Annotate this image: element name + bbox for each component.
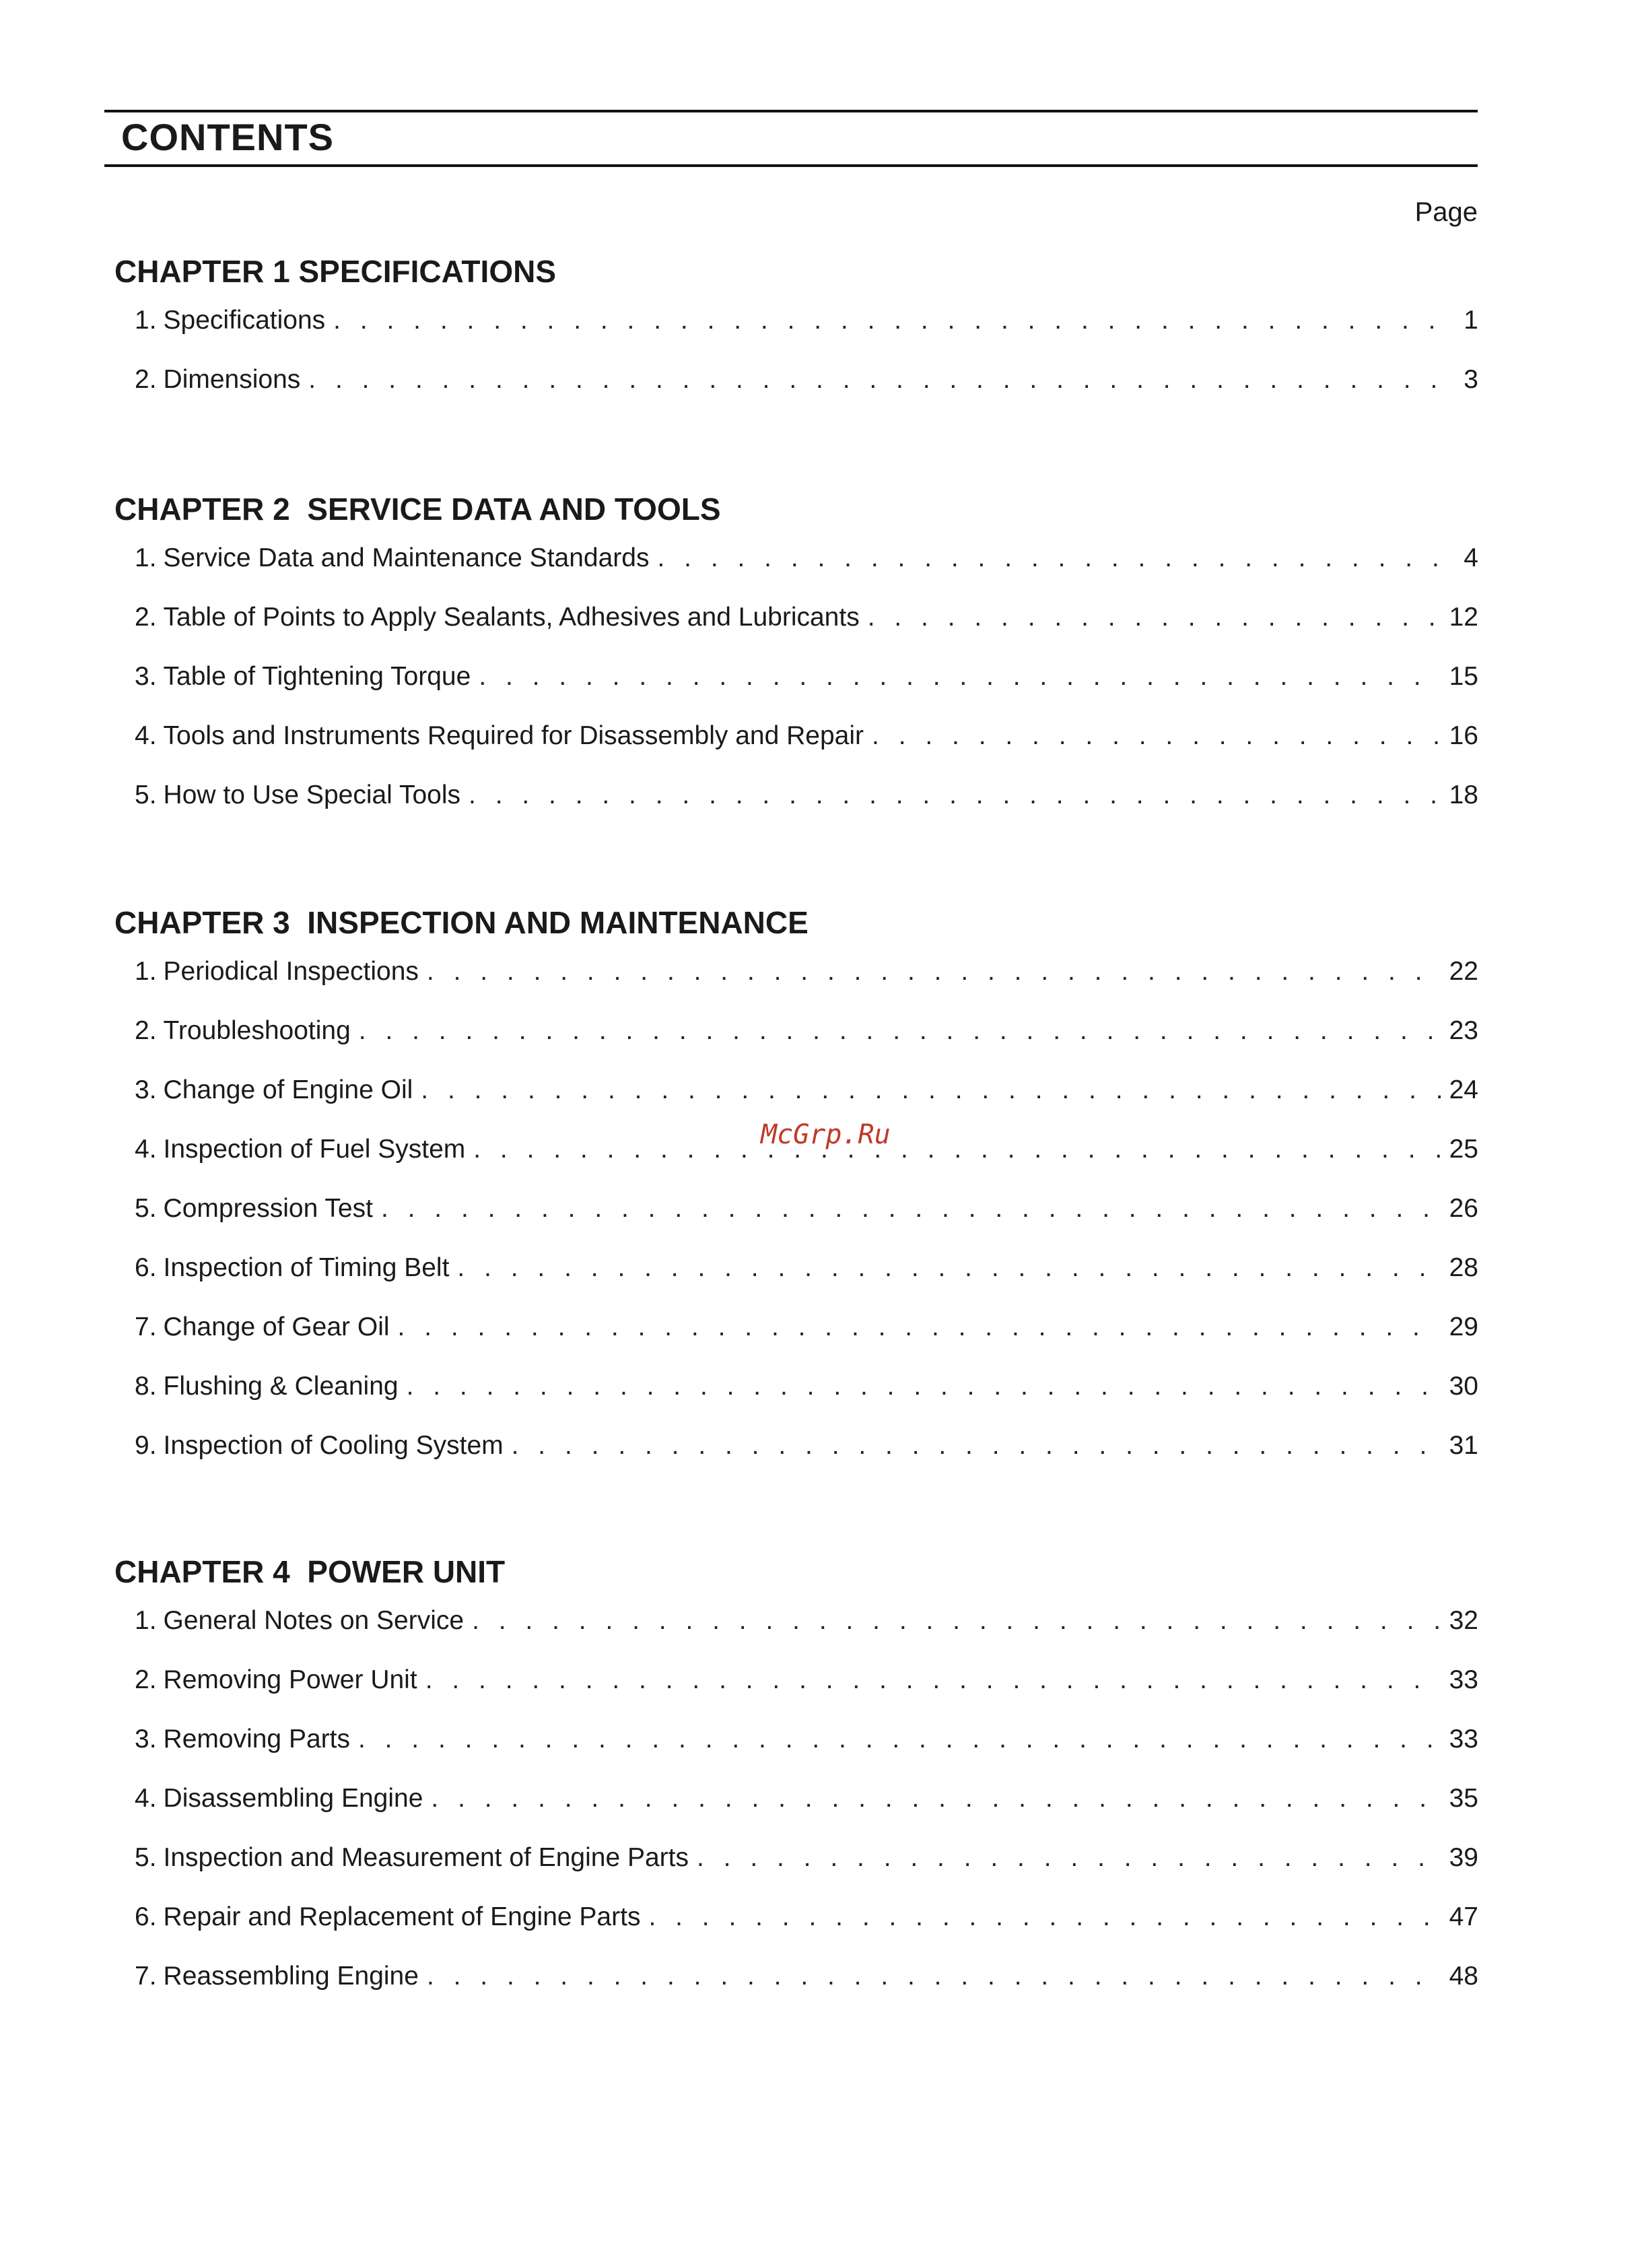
toc-entry[interactable] bbox=[135, 366, 1478, 426]
toc-entry-title: Troubleshooting bbox=[163, 1016, 351, 1045]
chapter-heading: CHAPTER 1 SPECIFICATIONS bbox=[114, 254, 556, 289]
toc-entry-page: 22 bbox=[1449, 957, 1478, 986]
toc-entry-number: 1. bbox=[135, 543, 157, 572]
toc-entry[interactable] bbox=[135, 1432, 1478, 1492]
chapter-3-section bbox=[114, 907, 1478, 1492]
toc-entry-title: Removing Power Unit bbox=[163, 1665, 417, 1694]
toc-list bbox=[114, 958, 1478, 1492]
toc-entry-page: 4 bbox=[1464, 543, 1478, 572]
toc-entry-number: 7. bbox=[135, 1962, 157, 1991]
dot-leader bbox=[469, 782, 1441, 808]
toc-entry-number: 3. bbox=[135, 1725, 157, 1754]
dot-leader bbox=[868, 604, 1441, 630]
toc-entry[interactable] bbox=[135, 1667, 1478, 1726]
top-rule bbox=[104, 110, 1478, 112]
dot-leader bbox=[512, 1432, 1441, 1459]
toc-entry[interactable] bbox=[135, 1195, 1478, 1255]
toc-entry-page: 15 bbox=[1449, 662, 1478, 691]
toc-entry-page: 23 bbox=[1449, 1016, 1478, 1045]
toc-entry-title: Inspection of Timing Belt bbox=[163, 1253, 450, 1282]
toc-entry[interactable] bbox=[135, 723, 1478, 782]
toc-entry-title: Inspection of Cooling System bbox=[163, 1431, 504, 1460]
toc-entry-title: Compression Test bbox=[163, 1194, 373, 1223]
toc-entry-page: 48 bbox=[1449, 1962, 1478, 1991]
toc-entry-title: Reassembling Engine bbox=[163, 1962, 419, 1991]
toc-entry-number: 8. bbox=[135, 1372, 157, 1401]
toc-entry-title: Disassembling Engine bbox=[163, 1784, 423, 1813]
toc-entry-page: 35 bbox=[1449, 1784, 1478, 1813]
toc-entry-title: Change of Engine Oil bbox=[163, 1075, 413, 1104]
dot-leader bbox=[697, 1844, 1441, 1871]
toc-entry-page: 31 bbox=[1449, 1431, 1478, 1460]
toc-entry-number: 6. bbox=[135, 1902, 157, 1931]
dot-leader bbox=[427, 1963, 1441, 1989]
toc-entry-number: 2. bbox=[135, 365, 157, 394]
toc-entry-page: 18 bbox=[1449, 780, 1478, 809]
toc-entry-title: Service Data and Maintenance Standards bbox=[163, 543, 650, 572]
chapter-heading: CHAPTER 4 POWER UNIT bbox=[114, 1554, 506, 1589]
toc-entry-page: 25 bbox=[1449, 1135, 1478, 1164]
toc-entry-title: Table of Tightening Torque bbox=[163, 662, 471, 691]
toc-entry-page: 12 bbox=[1449, 603, 1478, 632]
toc-entry[interactable] bbox=[135, 1844, 1478, 1904]
toc-entry-number: 2. bbox=[135, 1016, 157, 1045]
dot-leader bbox=[431, 1785, 1441, 1811]
toc-entry-title: Dimensions bbox=[163, 365, 301, 394]
dot-leader bbox=[381, 1195, 1441, 1222]
dot-leader bbox=[425, 1667, 1441, 1693]
dot-leader bbox=[359, 1018, 1441, 1044]
toc-entry-page: 33 bbox=[1449, 1665, 1478, 1694]
toc-entry-title: Tools and Instruments Required for Disassembly and Repair bbox=[163, 721, 864, 750]
toc-entry-title: Inspection and Measurement of Engine Parts bbox=[163, 1843, 689, 1872]
toc-entry[interactable] bbox=[135, 1314, 1478, 1373]
toc-entry[interactable] bbox=[135, 604, 1478, 663]
dot-leader bbox=[473, 1136, 1441, 1162]
toc-entry-number: 3. bbox=[135, 662, 157, 691]
toc-entry-page: 29 bbox=[1449, 1312, 1478, 1341]
page-title: CONTENTS bbox=[121, 116, 334, 158]
dot-leader bbox=[479, 663, 1441, 690]
toc-entry-page: 32 bbox=[1449, 1606, 1478, 1635]
toc-entry[interactable] bbox=[135, 958, 1478, 1018]
toc-entry[interactable] bbox=[135, 663, 1478, 723]
toc-entry[interactable] bbox=[135, 545, 1478, 604]
toc-list bbox=[114, 1607, 1478, 2022]
toc-entry-number: 1. bbox=[135, 306, 157, 335]
dot-leader bbox=[398, 1314, 1441, 1340]
toc-entry-page: 33 bbox=[1449, 1725, 1478, 1754]
toc-entry-title: Specifications bbox=[163, 306, 326, 335]
page-column-label: Page bbox=[1414, 197, 1478, 227]
toc-entry-number: 5. bbox=[135, 1194, 157, 1223]
toc-entry-number: 3. bbox=[135, 1075, 157, 1104]
dot-leader bbox=[657, 545, 1455, 571]
toc-entry[interactable] bbox=[135, 1255, 1478, 1314]
toc-entry-number: 1. bbox=[135, 1606, 157, 1635]
toc-entry-title: How to Use Special Tools bbox=[163, 780, 461, 809]
toc-list bbox=[114, 545, 1478, 841]
toc-entry[interactable] bbox=[135, 782, 1478, 841]
toc-entry-page: 26 bbox=[1449, 1194, 1478, 1223]
toc-entry-number: 9. bbox=[135, 1431, 157, 1460]
toc-entry-number: 6. bbox=[135, 1253, 157, 1282]
dot-leader bbox=[333, 307, 1455, 333]
dot-leader bbox=[457, 1255, 1441, 1281]
dot-leader bbox=[427, 958, 1441, 985]
toc-entry-title: Table of Points to Apply Sealants, Adhesives and Lubricants bbox=[163, 603, 860, 632]
toc-entry-number: 4. bbox=[135, 721, 157, 750]
toc-entry[interactable] bbox=[135, 307, 1478, 366]
toc-entry[interactable] bbox=[135, 1963, 1478, 2022]
dot-leader bbox=[308, 366, 1455, 393]
chapter-2-section bbox=[114, 494, 1478, 841]
toc-entry-page: 47 bbox=[1449, 1902, 1478, 1931]
toc-entry[interactable] bbox=[135, 1018, 1478, 1077]
toc-entry-number: 5. bbox=[135, 780, 157, 809]
dot-leader bbox=[421, 1077, 1441, 1103]
dot-leader bbox=[407, 1373, 1441, 1399]
chapter-heading: CHAPTER 2 SERVICE DATA AND TOOLS bbox=[114, 492, 721, 527]
toc-entry-title: Flushing & Cleaning bbox=[163, 1372, 399, 1401]
dot-leader bbox=[472, 1607, 1441, 1634]
toc-entry-number: 4. bbox=[135, 1784, 157, 1813]
toc-entry-title: Periodical Inspections bbox=[163, 957, 419, 986]
toc-entry[interactable] bbox=[135, 1785, 1478, 1844]
toc-entry-page: 30 bbox=[1449, 1372, 1478, 1401]
toc-entry-number: 4. bbox=[135, 1135, 157, 1164]
toc-entry-page: 3 bbox=[1464, 365, 1478, 394]
toc-entry[interactable] bbox=[135, 1726, 1478, 1785]
dot-leader bbox=[358, 1726, 1441, 1752]
chapter-4-section bbox=[114, 1556, 1478, 2022]
toc-entry-page: 24 bbox=[1449, 1075, 1478, 1104]
toc-entry-page: 39 bbox=[1449, 1843, 1478, 1872]
toc-entry[interactable] bbox=[135, 1373, 1478, 1432]
toc-entry-number: 5. bbox=[135, 1843, 157, 1872]
toc-entry-title: Repair and Replacement of Engine Parts bbox=[163, 1902, 641, 1931]
toc-entry-page: 28 bbox=[1449, 1253, 1478, 1282]
toc-entry[interactable] bbox=[135, 1607, 1478, 1667]
dot-leader bbox=[872, 723, 1441, 749]
toc-entry-page: 1 bbox=[1464, 306, 1478, 335]
toc-entry-title: General Notes on Service bbox=[163, 1606, 465, 1635]
dot-leader bbox=[648, 1904, 1441, 1930]
toc-entry-number: 2. bbox=[135, 1665, 157, 1694]
chapter-heading: CHAPTER 3 INSPECTION AND MAINTENANCE bbox=[114, 905, 809, 940]
toc-entry-title: Removing Parts bbox=[163, 1725, 350, 1754]
chapter-1-section bbox=[114, 256, 1478, 426]
toc-entry-page: 16 bbox=[1449, 721, 1478, 750]
toc-entry-number: 2. bbox=[135, 603, 157, 632]
bottom-rule bbox=[104, 164, 1478, 167]
toc-entry-number: 1. bbox=[135, 957, 157, 986]
toc-list bbox=[114, 307, 1478, 426]
toc-entry-number: 7. bbox=[135, 1312, 157, 1341]
watermark-text: McGrp.Ru bbox=[761, 1119, 891, 1150]
toc-entry-title: Change of Gear Oil bbox=[163, 1312, 390, 1341]
toc-entry[interactable] bbox=[135, 1904, 1478, 1963]
toc-entry-title: Inspection of Fuel System bbox=[163, 1135, 466, 1164]
